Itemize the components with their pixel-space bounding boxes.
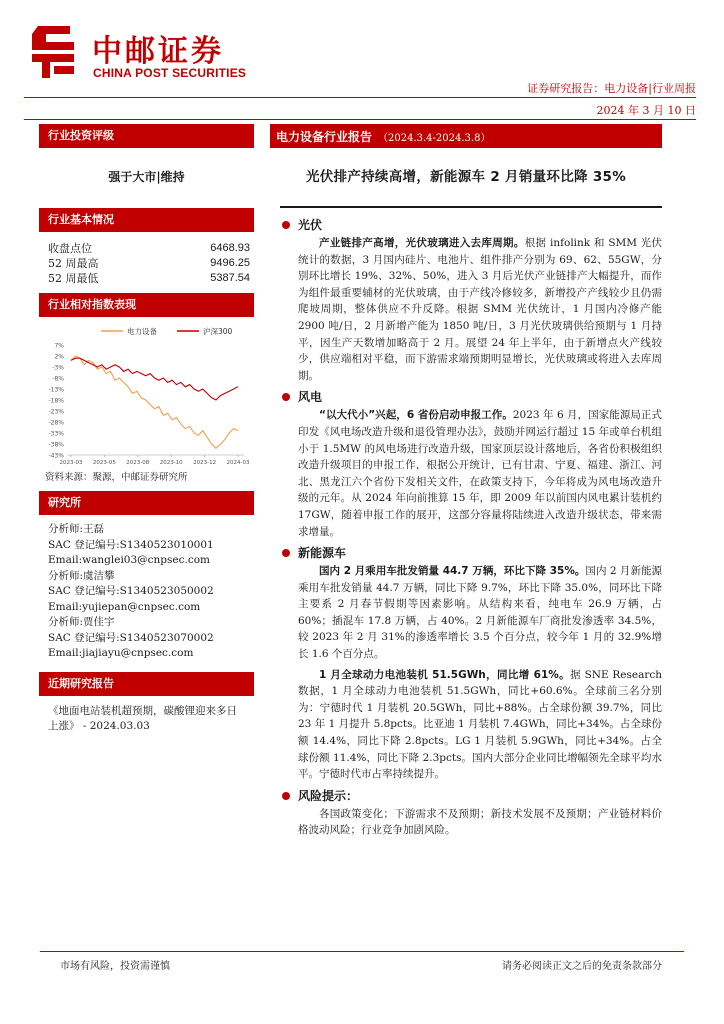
series-line (71, 356, 238, 448)
footer-divider (40, 951, 684, 952)
section-paragraph (298, 667, 662, 783)
report-date: 2024 年 3 月 10 日 (596, 104, 696, 117)
x-tick-label: 2023-03 (59, 460, 83, 466)
paragraph-lead: 国内 2 月乘用车批发销量 44.7 万辆，环比下降 35%。 (319, 565, 586, 578)
section-paragraph (298, 407, 662, 540)
y-tick-label: -28% (48, 419, 64, 427)
analyst-line: 分析师:虞洁攀 (48, 569, 115, 582)
section-title: 光伏 (298, 218, 323, 232)
report-title-bar (270, 124, 662, 148)
basic-info-header: 行业基本情况 (39, 208, 254, 232)
table-row (39, 271, 254, 286)
analyst-header: 研究所 (39, 491, 254, 515)
report-name: 电力设备行业报告 (276, 130, 373, 144)
report-section (270, 787, 662, 839)
analyst-line: SAC 登记编号:S1340523070002 (48, 631, 214, 644)
y-tick-label: 2% (54, 353, 64, 361)
analyst-list (39, 515, 254, 672)
legend-label: 沪深300 (203, 327, 233, 336)
headline-divider (280, 206, 662, 208)
paragraph-text: 据 SNE Research 数据，1 月全球动力电池装机 51.5GWh，同比+60.6%。全球前三名分别为：宁德时代 1 月装机 20.5GWh，同比+88%。占全球份额 39.7%，同比 23 年 1 月提升 5.8pcts。比亚迪 1 月装机 7.4GWh，同比+34%。占全球份额 14.4%，同比下降 2.8pcts。LG 1 月装机 5.9GWh，同比+34%。占全球份额 11.4%，同比下降 2.3pcts。国内大部分企业同比增幅领先全球平均水平。宁德时代市占率持续提升。 (298, 668, 662, 781)
recent-reports-header: 近期研究报告 (39, 672, 254, 696)
y-tick-label: -18% (48, 397, 64, 405)
company-logo (24, 22, 264, 84)
x-tick-label: 2023-05 (92, 460, 116, 466)
bullet-icon (282, 792, 290, 800)
y-tick-label: -43% (48, 452, 64, 460)
stat-label: 收盘点位 (48, 242, 92, 255)
y-tick-label: -13% (48, 386, 64, 394)
table-row (39, 241, 254, 256)
stat-label: 52 周最低 (48, 272, 99, 285)
stat-label: 52 周最高 (48, 257, 99, 270)
footer-disclaimer: 请务必阅读正文之后的免责条款部分 (502, 961, 662, 972)
section-title: 新能源车 (298, 546, 347, 561)
analyst-line[interactable]: Email:yujiepan@cnpsec.com (48, 600, 201, 613)
paragraph-lead: 1 月全球动力电池装机 51.5GWh，同比增 61%。 (319, 668, 571, 681)
stat-value: 9496.25 (210, 257, 250, 269)
basic-info-table (39, 241, 254, 286)
relative-performance-header: 行业相对指数表现 (39, 293, 254, 317)
stat-value: 5387.54 (210, 272, 250, 284)
header-divider-2 (24, 119, 696, 120)
relative-performance-chart (39, 317, 254, 469)
report-section (270, 216, 662, 384)
china-post-logo-icon (24, 24, 82, 80)
analyst-line: 分析师:王磊 (48, 523, 105, 535)
report-type: 证券研究报告：电力设备|行业周报 (527, 82, 696, 95)
logo-english-name: CHINA POST SECURITIES (93, 66, 247, 80)
performance-chart-svg (39, 317, 254, 469)
bullet-icon (282, 393, 290, 401)
paragraph-lead: 产业链排产高增，光伏玻璃进入去库周期。 (319, 237, 525, 249)
table-row (39, 256, 254, 271)
y-tick-label: -38% (48, 441, 64, 449)
section-paragraph (298, 563, 662, 663)
rating-header: 行业投资评级 (39, 124, 254, 148)
main-content (270, 124, 662, 843)
x-tick-label: 2023-10 (159, 460, 183, 466)
analyst-line: 分析师:贾佳宇 (48, 616, 115, 628)
industry-rating: 强于大市|维持 (108, 170, 185, 184)
left-sidebar (39, 124, 254, 735)
x-tick-label: 2023-12 (193, 460, 217, 466)
paragraph-lead: “以大代小”兴起，6 省份启动申报工作。 (319, 409, 513, 422)
y-tick-label: -33% (48, 430, 64, 438)
y-tick-label: 7% (54, 342, 64, 350)
report-section (270, 544, 662, 783)
y-tick-label: -3% (52, 364, 64, 372)
section-paragraph (298, 235, 662, 384)
logo-chinese-name: 中邮证券 (92, 34, 224, 69)
header-divider (24, 97, 696, 98)
footer-risk-note: 市场有风险，投资需谨慎 (60, 961, 170, 972)
headline: 光伏排产持续高增，新能源车 2 月销量环比降 35% (305, 169, 627, 185)
analyst-line: SAC 登记编号:S1340523010001 (48, 538, 214, 551)
report-sections (270, 216, 662, 839)
report-period: （2024.3.4-2024.3.8） (378, 133, 491, 144)
chart-source: 资料来源：聚源，中邮证券研究所 (45, 472, 188, 483)
x-tick-label: 2023-08 (126, 460, 150, 466)
paragraph-text: 国内 2 月新能源乘用车批发销量 44.7 万辆，同比下降 9.7%，环比下降 35.0%，同环比下降主要系 2 月春节假期等因素影响。从结构来看，纯电车 26.9 万辆，占 60%；插混车 17.8 万辆，占 40%。2 月新能源车厂商批发渗透率 34.5%，较 2023 年 2 月 31%的渗透率增长 3.5 个百分点，较今年 1 月的 32.9%增长 1.6 个百分点。 (298, 565, 663, 661)
y-tick-label: -23% (48, 408, 64, 416)
analyst-line[interactable]: Email:wanglei03@cnpsec.com (48, 554, 211, 566)
legend-label: 电力设备 (127, 327, 157, 336)
stat-value: 6468.93 (210, 242, 250, 254)
analyst-line[interactable]: Email:jiajiayu@cnpsec.com (48, 647, 194, 659)
bullet-icon (282, 549, 290, 557)
analyst-line: SAC 登记编号:S1340523050002 (48, 585, 214, 597)
bullet-icon (282, 221, 290, 229)
y-tick-label: -8% (52, 375, 64, 383)
paragraph-text: 各国政策变化；下游需求不及预期；新技术发展不及预期；产业链材料价格波动风险；行业竞争加剧风险。 (298, 807, 662, 837)
recent-report-link[interactable]: 《地面电站装机超预期，碳酸锂迎来多日上涨》 - 2024.03.03 (48, 704, 237, 732)
section-paragraph (298, 806, 662, 839)
section-title: 风电 (298, 390, 323, 405)
section-title: 风险提示： (298, 788, 359, 803)
series-line (71, 358, 238, 400)
x-tick-label: 2024-03 (226, 460, 250, 466)
report-section (270, 388, 662, 540)
paragraph-text: 根据 infolink 和 SMM 光伏统计的数据，3 月国内硅片、电池片、组件排产分别为 69、62、55GW，分别环比增长 19%、32%、50%，进入 3 月后光伏产业链排产大幅提升，而作为组件最重要辅材的光伏玻璃，由于产线冷修较多，新增投产产线较少且仍需爬坡周期，整体供应不升反降。根据 SMM 光伏统计，1 月国内冷修产能 2900 吨/日，2 月新增产能为 1850 吨/日，3 月光伏玻璃供给预期与 1 月持平，因生产天数增加略高于 2 月。展望 24 年上半年，由于新增点火产线较少，供应端相对平稳，而下游需求端预期明显增长，光伏玻璃或将进入去库周期。 (298, 237, 663, 382)
paragraph-text: 2023 年 6 月，国家能源局正式印发《风电场改造升级和退役管理办法》，鼓励并网运行超过 15 年或单台机组小于 1.5MW 的风电场进行改造升级，国家顶层设计落地后，各省份积极组织改造升级项目的申报工作，根据公开统计，已有甘肃、宁夏、福建、浙江、河北、黑龙江六个省份下发相关文件，在政策支持下，今年将成为风电场改造升级的元年。从 2024 年向前推算 15 年，即 2009 年以前国内风电累计装机约 17GW，随着申报工作的展开，这部分容量将陆续进入改造升级状态，带来需求增量。 (298, 409, 662, 538)
